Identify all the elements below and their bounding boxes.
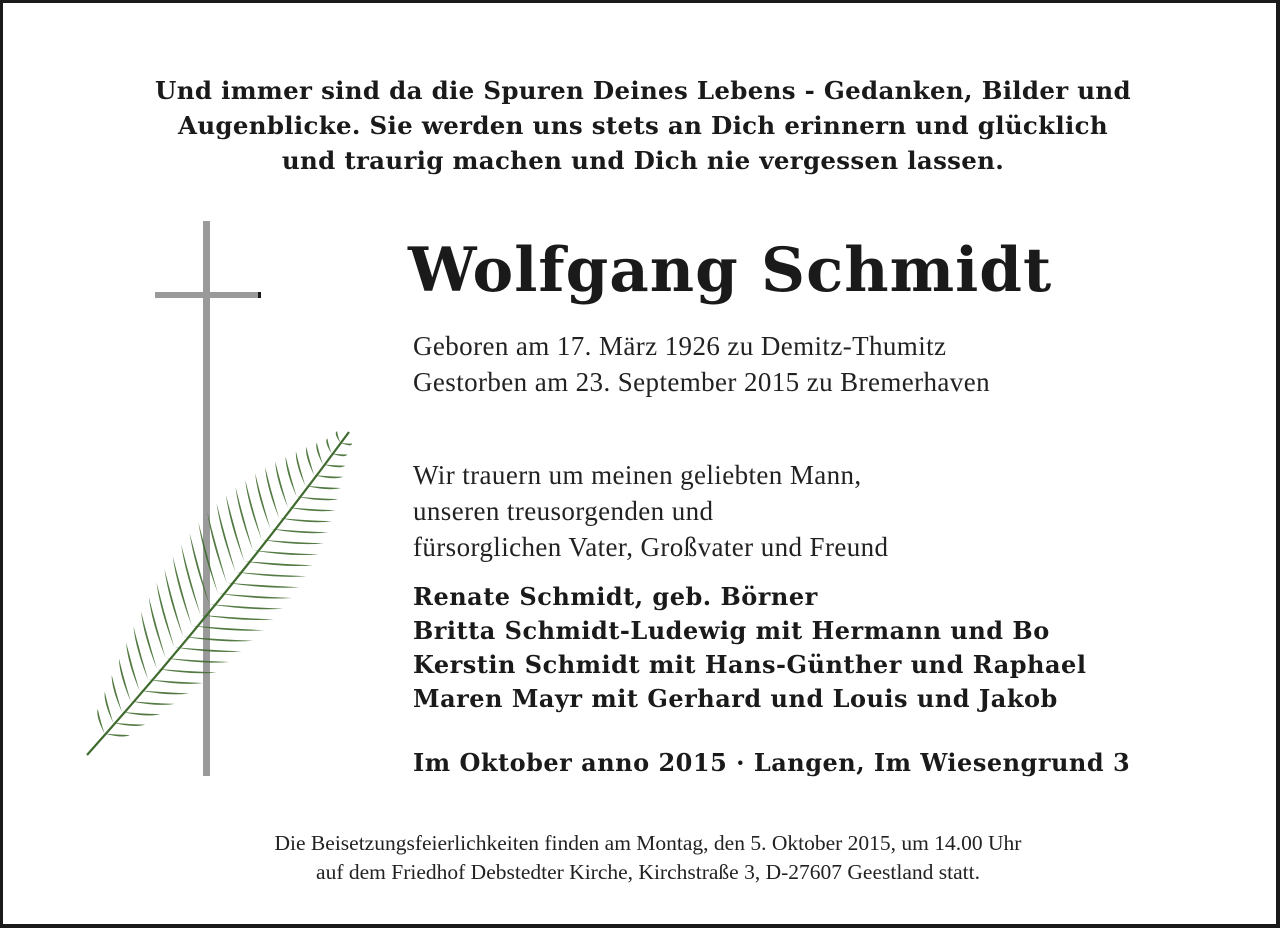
palm-leaflet (192, 626, 264, 631)
motto-line: Augenblicke. Sie werden uns stets an Dich erinnern und glücklich (178, 111, 1108, 140)
palm-leaflet (297, 497, 339, 501)
palm-leaflet (244, 561, 313, 566)
memorial-emblem (81, 217, 361, 782)
palm-leaflet (181, 544, 200, 615)
palm-leaflet (340, 443, 352, 446)
motto-verse (63, 73, 1223, 178)
palm-leaflet (326, 438, 331, 453)
grief-text (413, 457, 888, 565)
mourners-list (413, 580, 1086, 716)
palm-leaflet (305, 486, 341, 489)
motto-line: Und immer sind da die Spuren Deines Lebens - Gedanken, Bilder und (155, 76, 1131, 105)
palm-leaflet (113, 723, 145, 726)
palm-leaflet (119, 658, 131, 701)
mourner-line: Renate Schmidt, geb. Börner (413, 582, 818, 611)
palm-leaflet (149, 597, 166, 659)
palm-leaflet (323, 464, 346, 467)
mourner-line: Kerstin Schmidt mit Hans-Günther und Raphael (413, 650, 1087, 679)
funeral-notice (103, 829, 1193, 887)
grief-line: fürsorglichen Vater, Großvater und Freund (413, 532, 889, 562)
palm-leaflet (201, 615, 274, 620)
palm-leaflet (122, 712, 160, 716)
palm-leaflet (183, 637, 253, 642)
palm-leaflet (270, 529, 328, 533)
mourner-line: Maren Mayr mit Gerhard und Louis und Jakob (413, 684, 1058, 713)
palm-leaflet (306, 447, 314, 475)
palm-leaflet (131, 701, 175, 705)
grief-line: unseren treusorgenden und (413, 496, 714, 526)
deceased-name: Wolfgang Schmidt (408, 235, 1053, 306)
palm-leaflet (316, 443, 323, 465)
palm-leaflet (245, 480, 262, 540)
palm-leaflet (275, 461, 288, 507)
palm-leaflet (112, 675, 122, 712)
palm-leaflet (253, 550, 319, 555)
funeral-line: Die Beisetzungsfeierlichkeiten finden am Montag, den 5. Oktober 2015, um 14.00 Uhr (274, 831, 1022, 855)
palm-leaflet (279, 518, 332, 522)
palm-leaflet (286, 456, 297, 496)
life-dates (413, 328, 990, 400)
palm-leaflet (166, 658, 230, 663)
palm-leaflet (332, 454, 348, 457)
palm-leaflet (148, 680, 203, 684)
funeral-line: auf dem Friedhof Debstedter Kirche, Kirchstraße 3, D-27607 Geestland statt. (316, 860, 980, 884)
place-and-date: Im Oktober anno 2015 · Langen, Im Wiesengrund 3 (413, 748, 1131, 777)
palm-leaflet (105, 692, 114, 723)
palm-leaflet (262, 540, 324, 544)
palm-leaflet (314, 475, 343, 478)
palm-leaflet (288, 507, 336, 511)
palm-leaflet (126, 642, 139, 690)
death-date: Gestorben am 23. September 2015 zu Bremerhaven (413, 367, 990, 397)
palm-leaflet (207, 512, 226, 582)
mourner-line: Britta Schmidt-Ludewig mit Hermann und Bo (413, 616, 1050, 645)
palm-leaflet (139, 690, 189, 694)
grief-line: Wir trauern um meinen geliebten Mann, (413, 460, 862, 490)
palm-leaflet (227, 583, 300, 588)
palm-frond-icon (87, 431, 352, 755)
palm-leaflet (218, 594, 292, 599)
palm-leaflet (105, 734, 130, 737)
palm-leaflet (336, 431, 341, 443)
palm-leaflet (296, 451, 305, 485)
motto-line: und traurig machen und Dich nie vergessen lassen. (281, 146, 1005, 175)
palm-leaflet (209, 604, 283, 609)
birth-date: Geboren am 17. März 1926 zu Demitz-Thumitz (413, 331, 947, 361)
palm-leaflet (97, 709, 104, 734)
palm-leaflet (236, 572, 307, 577)
